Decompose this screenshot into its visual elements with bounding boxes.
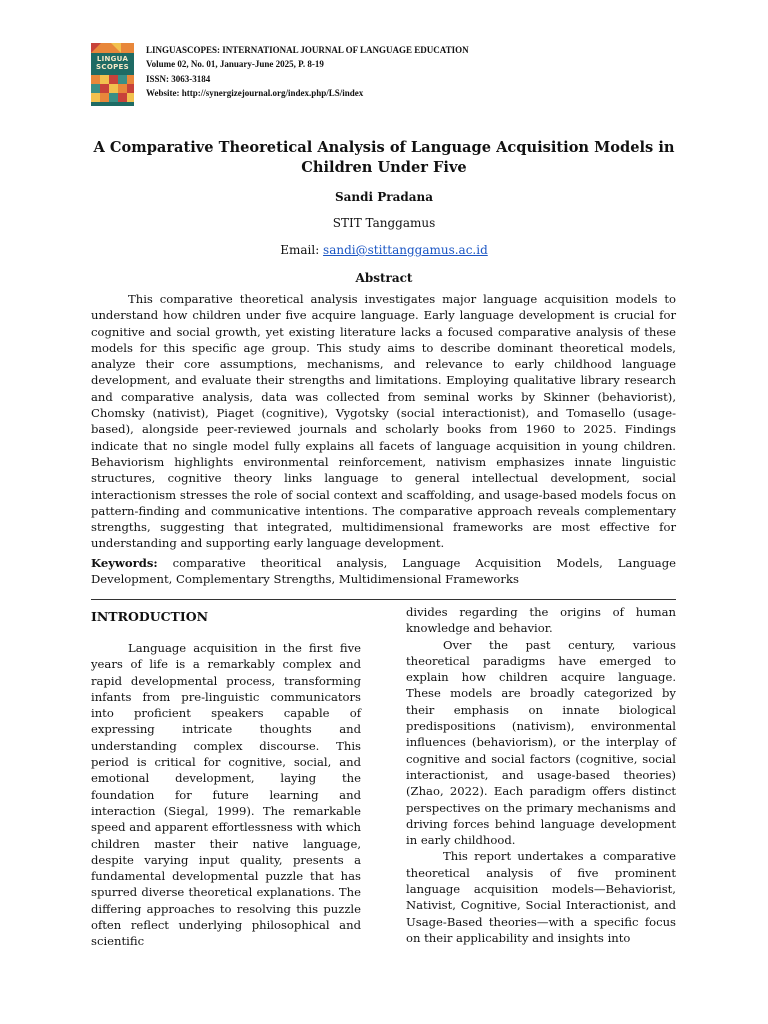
abstract-heading: Abstract [355,271,413,285]
intro-paragraph-1-continued: divides regarding the origins of human knowledge and behavior. [406,605,676,636]
intro-paragraph-3: This report undertakes a comparative theoretical analysis of five prominent language acquisition models—Behaviorist, Nativist, Cognitive, Social Interactionist, and Usage-Based theories—with a specific focus on their applicability and insights into [406,849,676,945]
keywords-label: Keywords: [91,556,158,570]
intro-paragraph-1: Language acquisition in the first five years of life is a remarkably complex and rapid developmental process, transforming infants from pre-linguistic communicators into proficient speakers capable of expressing intricate thoughts and understanding complex discourse. This period is critical for cognitive, social, and emotional development, laying the foundation for future learning and interaction (Siegal, 1999). The remarkable speed and apparent effortlessness with which children master their native language, despite varying input quality, presents a fundamental developmental puzzle that has spurred diverse theoretical explanations. The differing approaches to resolving this puzzle often reflect underlying philosophical and scientific [91,641,361,949]
keywords-list: comparative theoritical analysis, Language Acquisition Models, Language Development, Complementary Strengths, Multidimensional Frameworks [91,556,676,587]
author-affiliation: STIT Tanggamus [332,216,436,230]
author-name: Sandi Pradana [334,190,434,204]
journal-website: Website: http://synergizejournal.org/index.php/LS/index [146,87,364,98]
email-link[interactable]: sandi@stittanggamus.ac.id [323,243,488,257]
left-column [91,608,361,950]
journal-logo [91,43,134,106]
journal-name: LINGUASCOPES: INTERNATIONAL JOURNAL OF LANGUAGE EDUCATION [146,45,469,55]
right-column [406,604,676,946]
keywords-line [91,555,676,588]
abstract-text: This comparative theoretical analysis investigates major language acquisition models to understand how children under five acquire language. Early language development is crucial for cognitive and social growth, yet existing literature lacks a focused comparative analysis of these models for this specific age group. This study aims to describe dominant theoretical models, analyze their core assumptions, mechanisms, and relevance to early childhood language development, and evaluate their strengths and limitations. Employing qualitative library research and comparative analysis, data was collected from seminal works by Skinner (behaviorist), Chomsky (nativist), Piaget (cognitive), Vygotsky (social interactionist), and Tomasello (usage-based), alongside peer-reviewed journals and scholarly books from 1960 to 2025. Findings indicate that no single model fully explains all facets of language acquisition in young children. Behaviorism highlights environmental reinforcement, nativism emphasizes innate linguistic structures, cognitive theory links language to general intellectual development, social interactionism stresses the role of social context and scaffolding, and usage-based models focus on pattern-finding and communicative intentions. The comparative approach reveals complementary strengths, suggesting that integrated, multidimensional frameworks are most effective for understanding and supporting early language development. [91,292,676,551]
author-email-line [92,243,676,257]
logo-word-scopes: SCOPES [96,63,129,71]
journal-info [146,43,469,100]
logo-word-lingua: LINGUA [96,55,129,63]
introduction-heading: INTRODUCTION [91,609,209,624]
email-label: Email: [280,243,324,257]
intro-paragraph-2: Over the past century, various theoretical paradigms have emerged to explain how children acquire language. These models are broadly categorized by their emphasis on innate biological predispositions (nativism), environmental influences (behaviorism), or the interplay of cognitive and social factors (cognitive, social interactionist, and usage-based theories) (Zhao, 2022). Each paradigm offers distinct perspectives on the primary mechanisms and driving forces behind language development in early childhood. [406,637,676,848]
paper-title: A Comparative Theoretical Analysis of Language Acquisition Models in Children Under Five [93,139,675,176]
journal-volume: Volume 02, No. 01, January-June 2025, P. 8-19 [146,59,324,70]
section-divider [91,599,676,600]
journal-issn: ISSN: 3063-3184 [146,73,211,84]
